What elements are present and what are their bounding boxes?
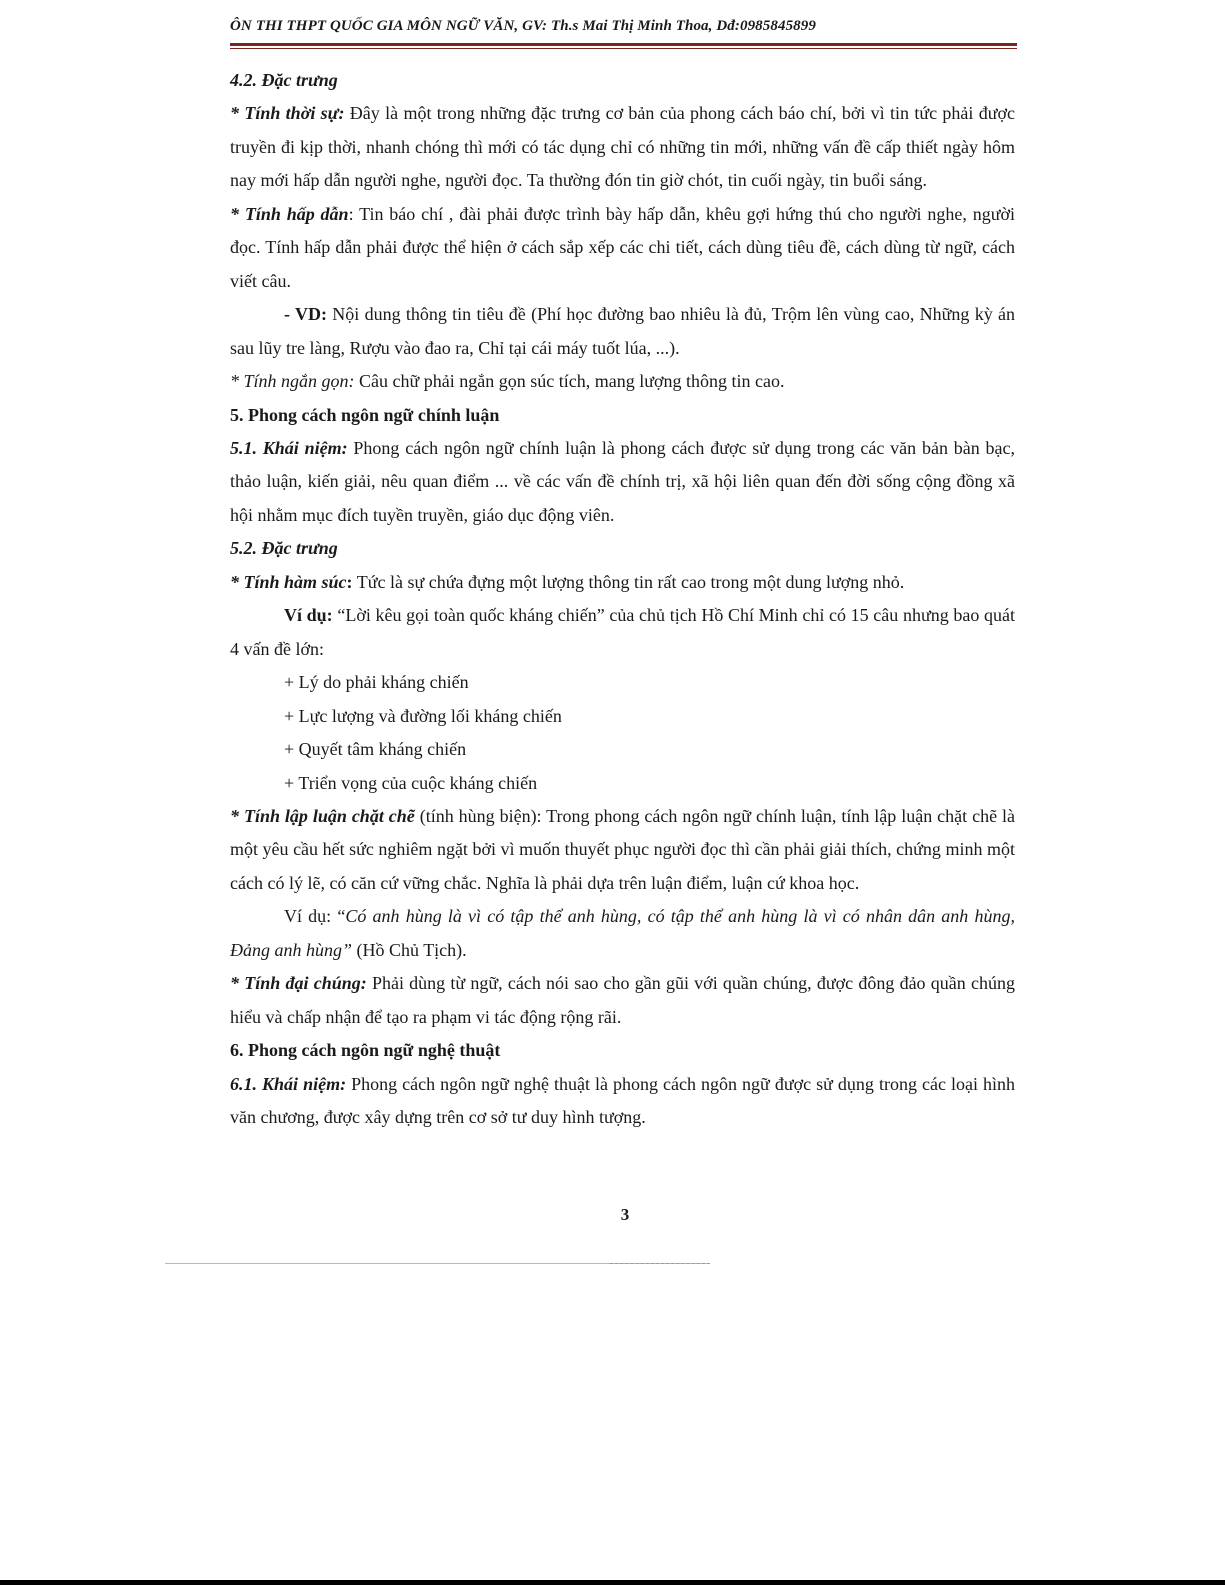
page-number: 3 [620, 1205, 630, 1224]
paragraph-text: Phải dùng từ ngữ, cách nói sao cho gần gũi với quần chúng, được đông đảo quần chúng hiểu và chấp nhận để tạo ra phạm vi tác động rộng rãi. [230, 973, 1015, 1027]
paragraph-text: : Tin báo chí , đài phải được trình bày hấp dẫn, khêu gợi hứng thú cho người nghe, người đọc. Tính hấp dẫn phải được thể hiện ở cách sắp xếp các chi tiết, cách dùng tiêu đề, cách dùng từ ngữ, cách viết câu. [230, 203, 1015, 291]
paragraph-tinh-ngan-gon [230, 365, 1015, 398]
term-colon: : [346, 571, 353, 592]
paragraph-text: Câu chữ phải ngắn gọn súc tích, mang lượng thông tin cao. [354, 371, 785, 392]
paragraph-tinh-thoi-su [230, 97, 1015, 197]
quote-source: (Hồ Chủ Tịch). [352, 939, 467, 960]
term-label: * Tính hàm súc [230, 571, 347, 592]
paragraph-tinh-lap-luan [230, 800, 1015, 900]
list-item: + Lý do phải kháng chiến [284, 672, 469, 693]
term-label: 6.1. Khái niệm: [230, 1073, 347, 1094]
paragraph-text: (tính hùng biện): Trong phong cách ngôn ngữ chính luận, tính lập luận chặt chẽ là một yêu cầu hết sức nghiêm ngặt bởi vì muốn thuyết phục người đọc thì cần phải giải thích, chứng minh một cách có lý lẽ, có căn cứ vững chắc. Nghĩa là phải dựa trên luận điểm, luận cứ khoa học. [230, 805, 1015, 893]
term-label: * Tính lập luận chặt chẽ [230, 805, 415, 826]
paragraph-text: Tức là sự chứa đựng một lượng thông tin rất cao trong một dung lượng nhỏ. [352, 571, 905, 592]
paragraph-text: Đây là một trong những đặc trưng cơ bản của phong cách báo chí, bởi vì tin tức phải được truyền đi kịp thời, nhanh chóng thì mới có tác dụng chỉ có những tin mới, những vấn đề cấp thiết ngày hôm nay mới hấp dẫn người nghe, người đọc. Ta thường đón tin giờ chót, tin cuối ngày, tin buổi sáng. [230, 103, 1015, 191]
example-label: - VD: [284, 304, 327, 325]
header-rule-thin [230, 48, 1017, 49]
example-label: Ví dụ: [284, 605, 333, 626]
page-bottom-rule-dashed [610, 1263, 710, 1264]
term-label: 5.1. Khái niệm: [230, 437, 348, 458]
term-label: * Tính ngắn gọn: [230, 371, 355, 392]
list-item: + Quyết tâm kháng chiến [284, 739, 467, 760]
example-prefix: Ví dụ: “ [284, 906, 346, 927]
paragraph-text: Nội dung thông tin tiêu đề (Phí học đường bao nhiêu là đủ, Trộm lên vùng cao, Những kỳ án sau lũy tre làng, Rượu vào đao ra, Chỉ tại cái máy tuốt lúa, ...). [230, 304, 1015, 358]
paragraph-example-vd [230, 298, 1015, 365]
list-item: + Triển vọng của cuộc kháng chiến [284, 772, 538, 793]
paragraph-tinh-hap-dan [230, 198, 1015, 298]
page-header: ÔN THI THPT QUỐC GIA MÔN NGỮ VĂN, GV: Th.s Mai Thị Minh Thoa, Dđ:0985845899 [230, 18, 816, 34]
term-label: * Tính hấp dẫn [230, 203, 349, 224]
paragraph-tinh-dai-chung [230, 967, 1015, 1034]
quote-text: Có anh hùng là vì có tập thể anh hùng, có tập thể anh hùng là vì có nhân dân anh hùng, Đảng anh hùng” [230, 906, 1015, 960]
paragraph-khai-niem-5-1 [230, 432, 1015, 532]
section-6-title: 6. Phong cách ngôn ngữ nghệ thuật [230, 1040, 501, 1061]
header-rule-thick [230, 43, 1017, 46]
bottom-edge-bar [0, 1580, 1225, 1585]
paragraph-tinh-ham-suc [230, 566, 1015, 599]
paragraph-example-quote [230, 900, 1015, 967]
section-4-2-title: 4.2. Đặc trưng [230, 70, 338, 90]
paragraph-text: Phong cách ngôn ngữ nghệ thuật là phong cách ngôn ngữ được sử dụng trong các loại hình văn chương, được xây dựng trên cơ sở tư duy hình tượng. [230, 1073, 1015, 1128]
section-5-2-title: 5.2. Đặc trưng [230, 538, 338, 559]
term-label: * Tính đại chúng: [230, 973, 367, 994]
list-item: + Lực lượng và đường lối kháng chiến [284, 705, 562, 726]
paragraph-example-loi-keu-goi [230, 599, 1015, 666]
document-body [230, 64, 1015, 1135]
paragraph-text: Phong cách ngôn ngữ chính luận là phong cách được sử dụng trong các văn bản bàn bạc, thảo luận, kiến giải, nêu quan điểm ... về các vấn đề chính trị, xã hội liên quan đến đời sống cộng đồng xã hội nhằm mục đích tuyền truyền, giáo dục động viên. [230, 437, 1016, 525]
term-label: * Tính thời sự: [230, 103, 345, 124]
paragraph-khai-niem-6-1 [230, 1068, 1015, 1135]
paragraph-text: “Lời kêu gọi toàn quốc kháng chiến” của chủ tịch Hồ Chí Minh chỉ có 15 câu nhưng bao quát 4 vấn đề lớn: [230, 605, 1015, 659]
section-5-title: 5. Phong cách ngôn ngữ chính luận [230, 404, 500, 425]
